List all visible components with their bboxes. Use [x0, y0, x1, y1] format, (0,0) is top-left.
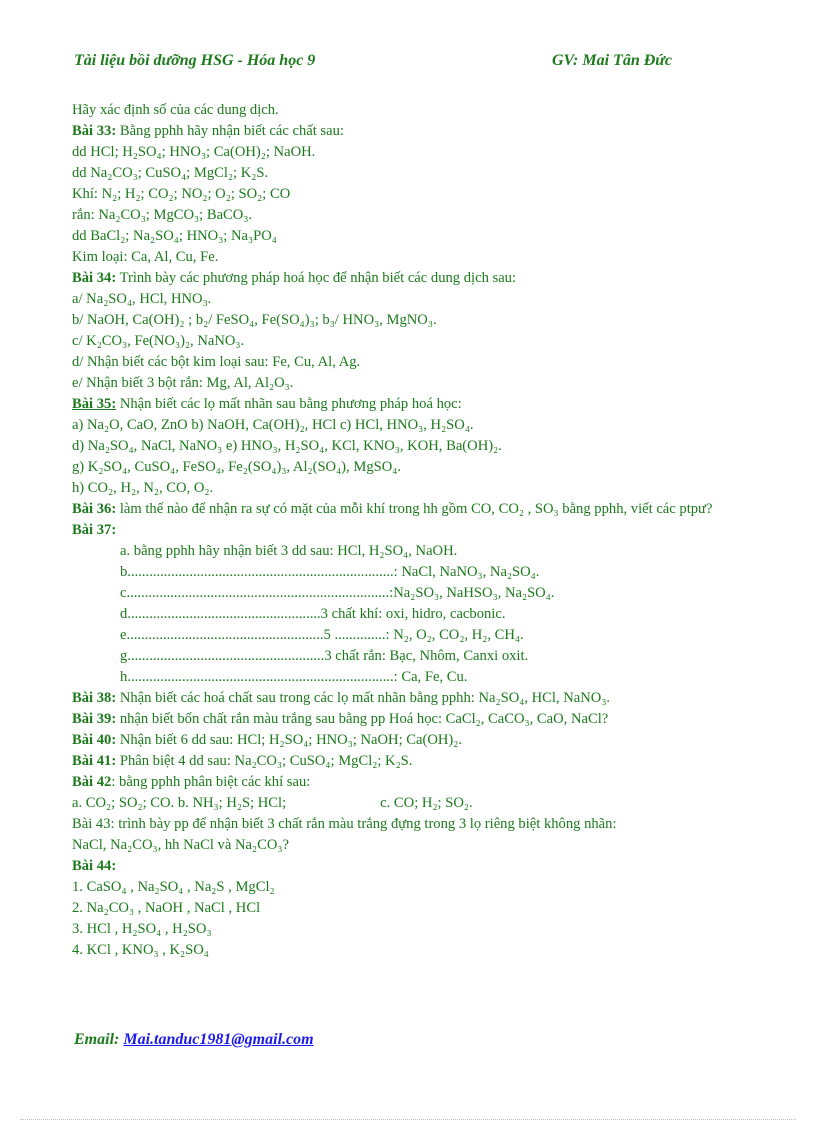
text-line — [72, 625, 732, 646]
exercise-label: Bài 37: — [72, 522, 117, 538]
text-line — [72, 604, 732, 625]
text-line — [72, 373, 732, 394]
text-line — [72, 268, 732, 289]
text-line — [72, 331, 732, 352]
line-text: d) Na₂SO₄, NaCl, NaNO₃ e) HNO₃, H₂SO₄, KCl, KNO₃, KOH, Ba(OH)₂. — [72, 438, 502, 454]
text-line — [72, 898, 732, 919]
email-link[interactable]: Mai.tanduc1981@gmail.com — [123, 1031, 314, 1048]
line-text: NaCl, Na₂CO₃, hh NaCl và Na₂CO₃? — [72, 837, 289, 853]
line-text: h) CO₂, H₂, N₂, CO, O₂. — [72, 480, 214, 496]
line-text: Khí: N₂; H₂; CO₂; NO₂; O₂; SO₂; CO — [72, 186, 291, 202]
text-line — [72, 583, 732, 604]
line-text: c/ K₂CO₃, Fe(NO₃)₂, NaNO₃. — [72, 333, 245, 349]
page-bottom-rule — [20, 1119, 796, 1120]
line-text: : bằng pphh phân biệt các khí sau: — [111, 774, 311, 790]
page-header — [74, 52, 694, 74]
line-text: Bằng pphh hãy nhận biết các chất sau: — [116, 123, 344, 139]
exercise-label: Bài 42 — [72, 774, 112, 790]
text-line — [72, 226, 732, 247]
text-line — [72, 856, 732, 877]
exercise-label: Bài 33: — [72, 123, 117, 139]
exercise-label: Bài 34: — [72, 270, 117, 286]
text-line — [72, 121, 732, 142]
text-line — [72, 457, 732, 478]
line-text: dd BaCl₂; Na₂SO₄; HNO₃; Na₃PO₄ — [72, 228, 277, 244]
text-line — [72, 310, 732, 331]
line-text: nhận biết bốn chất rắn màu trắng sau bằng pp Hoá học: CaCl₂, CaCO₃, CaO, NaCl? — [116, 711, 609, 727]
line-text: 4. KCl , KNO₃ , K₂SO₄ — [72, 942, 209, 958]
text-line — [72, 478, 732, 499]
text-line — [72, 562, 732, 583]
line-text: Trình bày các phương pháp hoá học để nhận biết các dung dịch sau: — [116, 270, 517, 286]
line-text: làm thế nào để nhận ra sự có mặt của mỗi khí trong hh gồm CO, CO₂ , SO₃ bằng pphh, viết các ptpư? — [116, 501, 713, 517]
text-line — [72, 835, 732, 856]
text-line — [72, 520, 732, 541]
exercise-label: Bài 39: — [72, 711, 117, 727]
text-line — [72, 436, 732, 457]
text-line — [72, 646, 732, 667]
header-author: GV: Mai Tân Đức — [552, 52, 672, 69]
line-text: g......................................................3 chất rắn: Bạc, Nhôm, Canxi oxit. — [120, 648, 529, 664]
text-line — [72, 100, 732, 121]
text-line — [72, 541, 732, 562]
text-line — [72, 289, 732, 310]
line-text: Nhận biết các hoá chất sau trong các lọ mất nhãn bằng pphh: Na₂SO₄, HCl, NaNO₃. — [116, 690, 611, 706]
line-text: Kim loại: Ca, Al, Cu, Fe. — [72, 249, 219, 265]
line-text: d/ Nhận biết các bột kim loại sau: Fe, Cu, Al, Ag. — [72, 354, 361, 370]
text-line — [72, 772, 732, 793]
text-line — [72, 940, 732, 961]
text-line — [72, 142, 732, 163]
exercise-label: Bài 41: — [72, 753, 117, 769]
line-text: a. CO₂; SO₂; CO. b. NH₃; H₂S; HCl; — [72, 795, 287, 811]
line-text: d.....................................................3 chất khí: oxi, hidro, cacbonic. — [120, 606, 506, 622]
text-line — [72, 793, 732, 814]
line-text: a) Na₂O, CaO, ZnO b) NaOH, Ca(OH)₂, HCl c) HCl, HNO₃, H₂SO₄. — [72, 417, 474, 433]
text-line — [72, 688, 732, 709]
line-text: dd HCl; H₂SO₄; HNO₃; Ca(OH)₂; NaOH. — [72, 144, 316, 160]
exercise-label: Bài 44: — [72, 858, 117, 874]
exercise-label: Bài 38: — [72, 690, 117, 706]
line-text: 3. HCl , H₂SO₄ , H₂SO₃ — [72, 921, 212, 937]
text-line — [72, 730, 732, 751]
line-text: Phân biệt 4 dd sau: Na₂CO₃; CuSO₄; MgCl₂; K₂S. — [116, 753, 413, 769]
text-line — [72, 919, 732, 940]
line-text: 1. CaSO₄ , Na₂SO₄ , Na₂S , MgCl₂ — [72, 879, 275, 895]
text-line — [72, 247, 732, 268]
line-text: b/ NaOH, Ca(OH)₂ ; b₂/ FeSO₄, Fe(SO₄)₃; b₃/ HNO₃, MgNO₃. — [72, 312, 437, 328]
text-line — [72, 499, 732, 520]
line-text: h.........................................................................: Ca, Fe, Cu. — [120, 669, 468, 685]
exercise-label: Bài 40: — [72, 732, 117, 748]
line-text-part2: c. CO; H₂; SO₂. — [380, 795, 473, 811]
line-text: e......................................................5 ..............: N₂, O₂, CO₂, H₂, CH₄. — [120, 627, 524, 643]
exercise-label: Bài 35: — [72, 396, 117, 412]
page-footer — [74, 1031, 314, 1049]
text-line — [72, 184, 732, 205]
line-text: Nhận biết các lọ mất nhãn sau bằng phương pháp hoá học: — [116, 396, 462, 412]
line-text: e/ Nhận biết 3 bột rắn: Mg, Al, Al₂O₃. — [72, 375, 294, 391]
line-text: g) K₂SO₄, CuSO₄, FeSO₄, Fe₂(SO₄)₃, Al₂(SO₄), MgSO₄. — [72, 459, 402, 475]
line-text: Nhận biết 6 dd sau: HCl; H₂SO₄; HNO₃; NaOH; Ca(OH)₂. — [116, 732, 463, 748]
text-line — [72, 394, 732, 415]
email-label: Email: — [74, 1031, 124, 1048]
line-text: a/ Na₂SO₄, HCl, HNO₃. — [72, 291, 212, 307]
exercise-label: Bài 36: — [72, 501, 117, 517]
header-title: Tài liệu bồi dưỡng HSG - Hóa học 9 — [74, 52, 316, 69]
line-text: b.........................................................................: NaCl, NaNO₃, Na₂SO₄. — [120, 564, 540, 580]
text-line — [72, 814, 732, 835]
line-text: Bài 43: trình bày pp để nhận biết 3 chất rắn màu trắng đựng trong 3 lọ riêng biệt không nhãn: — [72, 816, 617, 832]
text-line — [72, 667, 732, 688]
line-text: c........................................................................:Na₂SO₃, NaHSO₃, Na₂SO₄. — [120, 585, 555, 601]
text-line — [72, 877, 732, 898]
line-text: Hãy xác định số của các dung dịch. — [72, 102, 279, 118]
text-line — [72, 751, 732, 772]
text-line — [72, 709, 732, 730]
text-line — [72, 352, 732, 373]
text-line — [72, 415, 732, 436]
line-text: 2. Na₂CO₃ , NaOH , NaCl , HCl — [72, 900, 261, 916]
document-body — [72, 100, 732, 961]
line-text: rắn: Na₂CO₃; MgCO₃; BaCO₃. — [72, 207, 253, 223]
line-text: dd Na₂CO₃; CuSO₄; MgCl₂; K₂S. — [72, 165, 269, 181]
text-line — [72, 205, 732, 226]
line-text: a. bằng pphh hãy nhận biết 3 dd sau: HCl, H₂SO₄, NaOH. — [120, 543, 458, 559]
text-line — [72, 163, 732, 184]
